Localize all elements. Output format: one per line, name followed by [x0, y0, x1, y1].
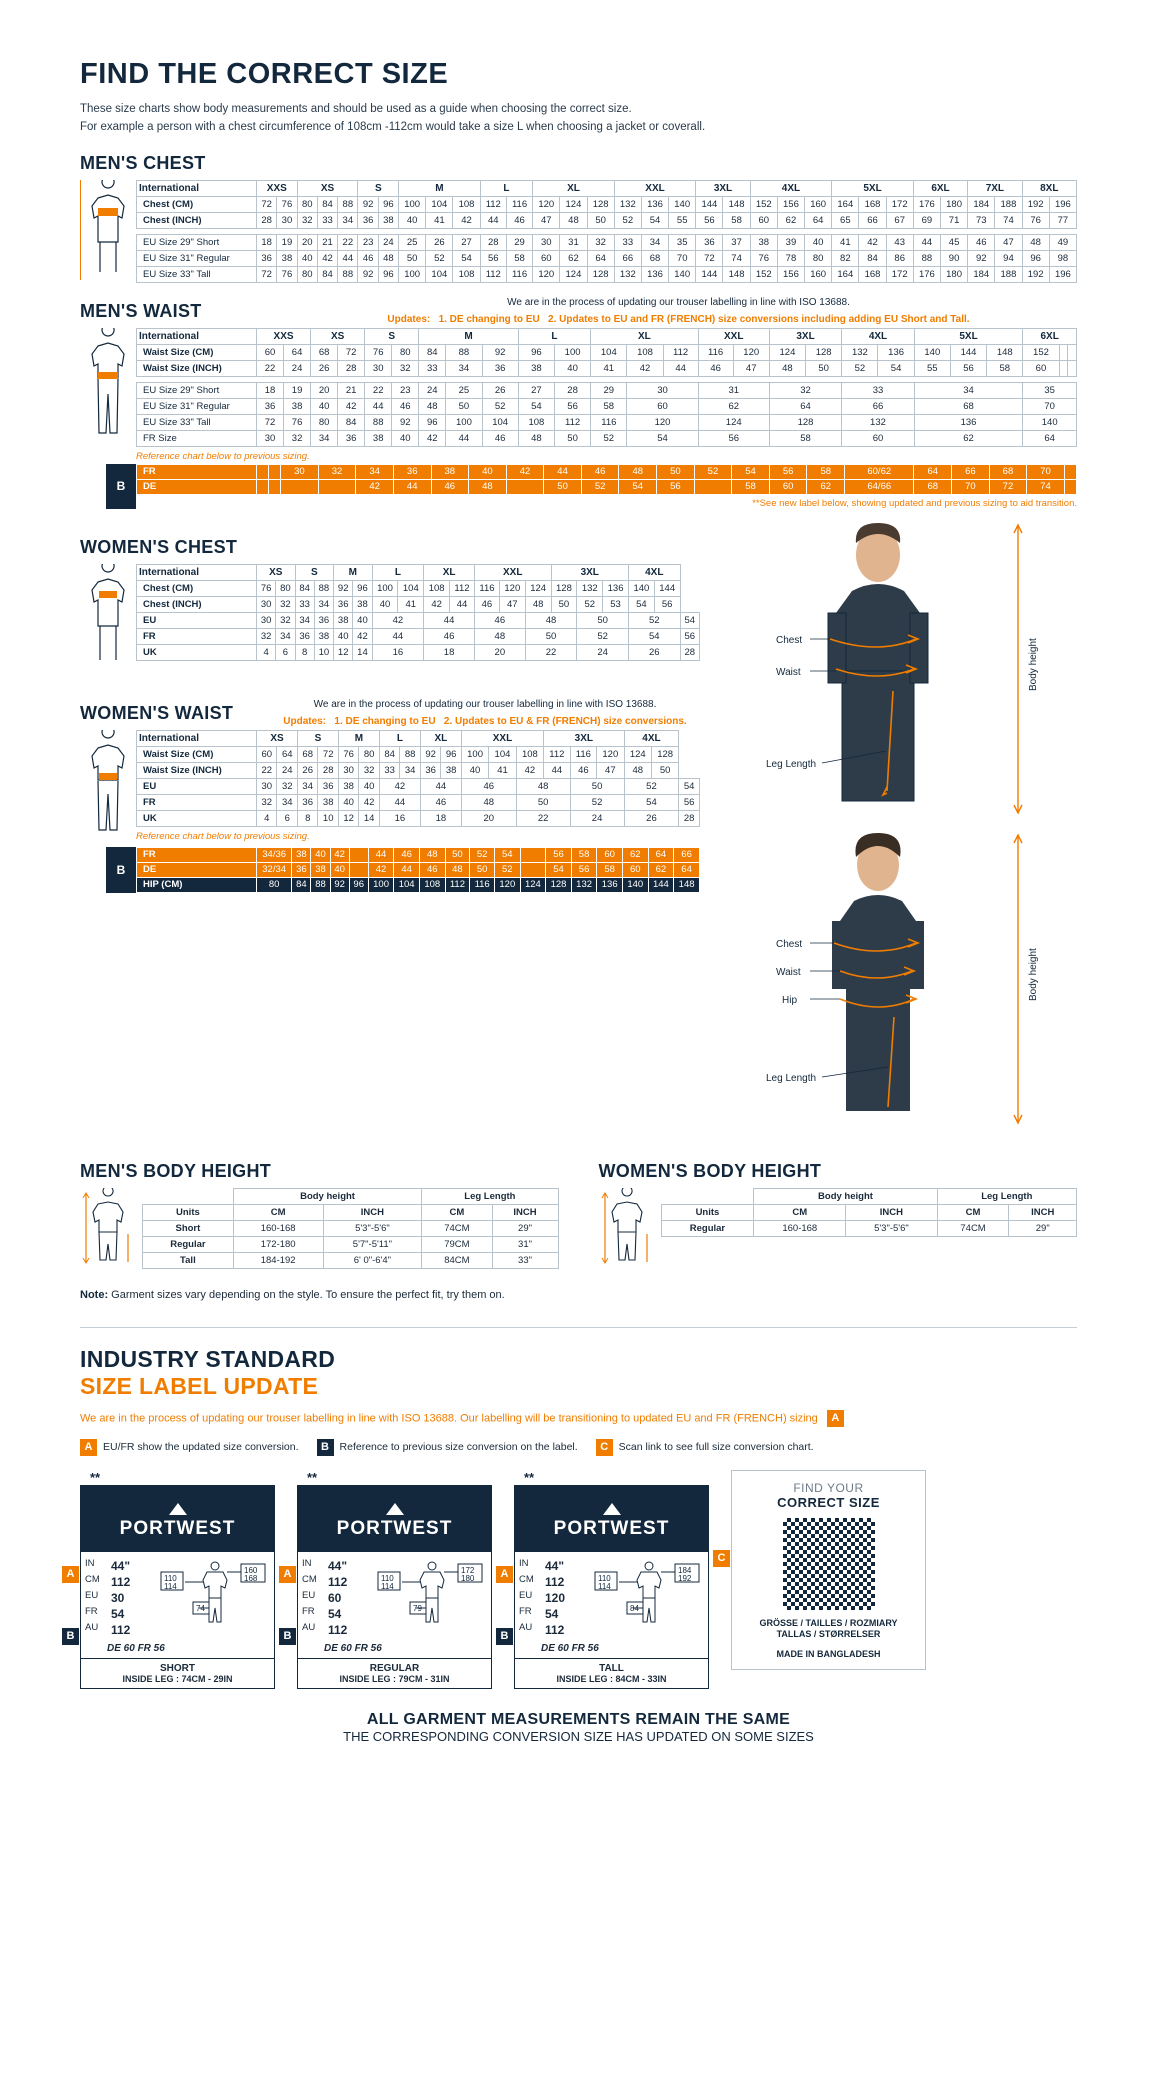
- industry-title-1: INDUSTRY STANDARD: [80, 1345, 336, 1372]
- table-header-row: [143, 1188, 559, 1204]
- intro-line-1: These size charts show body measurements and should be used as a guide when choosing the correct size.: [80, 103, 632, 115]
- womens-waist-table: [136, 730, 700, 827]
- col-body-height: Body height: [233, 1188, 421, 1204]
- col-7xl: 7XL: [968, 180, 1022, 196]
- col-body-height: Body height: [754, 1188, 937, 1204]
- col-5xl: 5XL: [832, 180, 914, 196]
- col-xxl: XXL: [698, 328, 769, 344]
- table-row: FR 30 32 34 36 38 40 42 44 46 48 50 52 54 56 58 60/62 64 66 68 70: [137, 464, 1077, 479]
- col-6xl: 6XL: [913, 180, 967, 196]
- womens-body-height-table: [661, 1188, 1078, 1237]
- col-l: L: [379, 730, 420, 746]
- mens-chest-table: [136, 180, 1077, 283]
- mens-body-height-table: [142, 1188, 559, 1269]
- womens-waist-previous-sizing: [106, 847, 700, 893]
- table-row: EU 30 32 34 36 38 40 42 44 46 48 50 52 54: [137, 778, 700, 794]
- label-stars-3: **: [524, 1469, 535, 1485]
- closing-line-1: ALL GARMENT MEASUREMENTS REMAIN THE SAME: [366, 1710, 791, 1728]
- womens-body-height-heading: WOMEN'S BODY HEIGHT: [598, 1160, 822, 1181]
- badge-b-womens: B: [106, 847, 136, 893]
- table-row: EU Size 29" Short 18 19 20 21 22 23 24 25 26 27 28 29 30 31 32 33 34 35: [137, 382, 1077, 398]
- table-row: EU Size 33" Tall 72 76 80 84 88 92 96 100 104 108 112 116 120 124 128 132 136 140: [137, 414, 1077, 430]
- tag-c-icon: C: [596, 1439, 613, 1456]
- fit-note: [80, 1289, 1077, 1301]
- col-xxl: XXL: [474, 564, 551, 580]
- table-row: Chest (CM) 76 80 84 88 92 96 100 104 108 112 116 120 124 128 132 136 140 144: [137, 580, 700, 596]
- svg-text:110: 110: [598, 1573, 611, 1583]
- anno-body-height-f: Body height: [1028, 947, 1039, 1001]
- label-examples: [66, 1469, 1077, 1689]
- table-row: FR Size 30 32 34 36 38 40 42 44 46 48 50 52 54 56 58 60 62 64: [137, 430, 1077, 446]
- womens-waist-previous-table: [136, 847, 700, 893]
- womens-waist-ref-note: Reference chart below to previous sizing.: [136, 830, 310, 842]
- col-s: S: [295, 564, 334, 580]
- svg-text:79: 79: [413, 1603, 422, 1613]
- male-height-figure: [80, 1188, 136, 1271]
- col-xl: XL: [591, 328, 698, 344]
- anno-chest: Chest: [776, 634, 803, 646]
- svg-text:84: 84: [630, 1603, 639, 1613]
- svg-text:110: 110: [381, 1573, 394, 1583]
- womens-waist-update-line: We are in the process of updating our trouser labelling in line with ISO 13688.: [313, 698, 657, 710]
- col-l: L: [372, 564, 424, 580]
- svg-text:74: 74: [196, 1603, 205, 1613]
- table-row: UK 4 6 8 10 12 14 16 18 20 22 24 26 28: [137, 810, 700, 826]
- col-s: S: [358, 180, 399, 196]
- col-international: International: [137, 180, 257, 196]
- table-header-row: [137, 564, 700, 580]
- col-m: M: [419, 328, 518, 344]
- table-row: Waist Size (CM) 60 64 68 72 76 80 84 88 92 96 100 104 108 112 116 120 124 128: [137, 746, 700, 762]
- svg-text:114: 114: [598, 1581, 611, 1591]
- body-height-section: [80, 1145, 1077, 1271]
- table-row: FR 34/36 38 40 42 44 46 48 50 52 54 56 58 60 62 64 66: [137, 847, 700, 862]
- qr-title-1: FIND YOUR: [793, 1480, 864, 1495]
- qr-title-2: CORRECT SIZE: [777, 1494, 880, 1510]
- womens-waist-updates: Updates: 1. DE changing to EU 2. Updates to EU & FR (FRENCH) size conversions.: [283, 715, 687, 727]
- label-tag-b-3: B: [496, 1628, 513, 1645]
- mens-waist-ref-note: Reference chart below to previous sizing.: [136, 450, 310, 462]
- mens-waist-previous-table: [136, 464, 1077, 495]
- label-de-line-2: DE 60 FR 56: [324, 1642, 382, 1654]
- qr-card-wrapper: [717, 1470, 926, 1670]
- label-footer-1: SHORT INSIDE LEG : 74CM - 29IN: [81, 1658, 274, 1688]
- closing-statements: [80, 1711, 1077, 1744]
- label-stars-2: **: [307, 1469, 318, 1485]
- anno-body-height: Body height: [1028, 637, 1039, 691]
- svg-text:160: 160: [244, 1565, 258, 1575]
- anno-waist: Waist: [776, 666, 801, 678]
- col-l: L: [518, 328, 590, 344]
- label-tag-a-3: A: [496, 1566, 513, 1583]
- label-sizes-3: IN 44" CM 112 EU 120 FR 54 AU 112: [519, 1557, 566, 1638]
- label-tag-a-2: A: [279, 1566, 296, 1583]
- col-xxs: XXS: [257, 328, 311, 344]
- mens-waist-previous-sizing: [106, 464, 1077, 509]
- col-international: International: [137, 328, 257, 344]
- table-header-row: [137, 180, 1077, 196]
- table-row: Tall 184-192 6' 0"-6'4" 84CM 33": [143, 1252, 559, 1268]
- table-header-row: Units CM INCH CM INCH: [661, 1204, 1077, 1220]
- mens-waist-section: [80, 328, 1077, 464]
- svg-text:172: 172: [461, 1565, 475, 1575]
- label-sizes-1: IN 44" CM 112 EU 30 FR 54 AU 112: [85, 1557, 131, 1638]
- legend-item-c: C Scan link to see full size conversion chart.: [596, 1439, 814, 1456]
- legend-row: [80, 1439, 1077, 1456]
- mens-waist-see-note: **See new label below, showing updated and previous sizing to aid transition.: [752, 497, 1077, 509]
- table-header-row: [137, 730, 700, 746]
- col-units: Units: [661, 1204, 754, 1220]
- table-row: UK 4 6 8 10 12 14 16 18 20 22 24 26 28: [137, 644, 700, 660]
- closing-line-2: THE CORRESPONDING CONVERSION SIZE HAS UPDATED ON SOME SIZES: [343, 1728, 814, 1744]
- page-title: FIND THE CORRECT SIZE: [80, 58, 449, 90]
- intro-line-2: For example a person with a chest circumference of 108cm -112cm would take a size L when choosing a jacket or coverall.: [80, 120, 706, 133]
- col-l: L: [480, 180, 533, 196]
- table-row: DE 32/34 36 38 40 42 44 46 48 50 52 54 56 58 60 62 64: [137, 862, 700, 877]
- mens-waist-table: [136, 328, 1077, 447]
- section-divider: [80, 1327, 1077, 1328]
- qr-code-icon[interactable]: [783, 1518, 875, 1610]
- label-footer-3: TALL INSIDE LEG : 84CM - 33IN: [515, 1658, 708, 1688]
- label-sizes-2: IN 44" CM 112 EU 60 FR 54 AU 112: [302, 1557, 348, 1638]
- label-brand-1: PORTWEST: [81, 1486, 274, 1552]
- col-leg-length: Leg Length: [937, 1188, 1076, 1204]
- col-leg-length: Leg Length: [422, 1188, 558, 1204]
- table-row: Chest (CM) 72 76 80 84 88 92 96 100 104 108 112 116 120 124 128 132 136 140 144 148 152 156 160 164 168 172 176 180 184 188 192 196: [137, 196, 1077, 212]
- col-xl: XL: [420, 730, 461, 746]
- col-xs: XS: [297, 180, 358, 196]
- col-4xl: 4XL: [628, 564, 680, 580]
- anno-hip-f: Hip: [782, 994, 798, 1006]
- intro-text: [80, 101, 1077, 137]
- tag-a-inline: A: [827, 1410, 844, 1427]
- label-mannequin-3: [593, 1558, 704, 1628]
- svg-text:168: 168: [244, 1573, 258, 1583]
- label-de-line-1: DE 60 FR 56: [107, 1642, 165, 1654]
- col-3xl: 3XL: [696, 180, 750, 196]
- womens-waist-section: [80, 730, 700, 847]
- col-3xl: 3XL: [544, 730, 624, 746]
- female-torso-figure: [80, 564, 136, 677]
- svg-text:184: 184: [678, 1565, 692, 1575]
- table-row: EU Size 31" Regular 36 38 40 42 44 46 48 50 52 54 56 58 60 62 64 66 68 70: [137, 398, 1077, 414]
- mens-body-height-heading: MEN'S BODY HEIGHT: [80, 1160, 272, 1181]
- womens-waist-heading: WOMEN'S WAIST: [80, 702, 234, 723]
- col-m: M: [399, 180, 481, 196]
- female-waist-figure: [80, 730, 136, 847]
- tag-b-icon: B: [317, 1439, 334, 1456]
- label-tag-a-1: A: [62, 1566, 79, 1583]
- col-3xl: 3XL: [551, 564, 628, 580]
- mens-chest-heading: MEN'S CHEST: [80, 152, 206, 173]
- svg-text:114: 114: [164, 1581, 177, 1591]
- table-row: Chest (INCH) 30 32 33 34 36 38 40 41 42 44 46 47 48 50 52 53 54 56: [137, 596, 700, 612]
- qr-made-in: MADE IN BANGLADESH: [776, 1649, 881, 1659]
- col-xs: XS: [311, 328, 365, 344]
- industry-subtitle: We are in the process of updating our trouser labelling in line with ISO 13688. Our labelling will be transitioning to updated EU and FR (FRENCH) sizing A: [80, 1410, 1077, 1427]
- table-row: HIP (CM) 80 84 88 92 96 100 104 108 112 116 120 124 128 132 136 140 144 148: [137, 877, 700, 892]
- anno-leg-length-f: Leg Length: [766, 1072, 817, 1084]
- col-8xl: 8XL: [1022, 180, 1076, 196]
- fit-note-text: Garment sizes vary depending on the style. To ensure the perfect fit, try them on.: [108, 1288, 505, 1301]
- mens-waist-updates: Updates: 1. DE changing to EU 2. Updates to EU and FR (FRENCH) size conversions including adding EU Short and Tall.: [387, 313, 970, 325]
- qr-languages: GRÖSSE / TAILLES / ROZMIARY TALLAS / STØRRELSER: [759, 1617, 898, 1640]
- svg-text:114: 114: [381, 1581, 394, 1591]
- model-figures: [718, 521, 1048, 1131]
- col-s: S: [297, 730, 338, 746]
- womens-chest-heading: WOMEN'S CHEST: [80, 536, 238, 557]
- industry-title-2: SIZE LABEL UPDATE: [80, 1372, 319, 1399]
- col-m: M: [338, 730, 379, 746]
- svg-text:110: 110: [164, 1573, 177, 1583]
- svg-text:180: 180: [461, 1573, 475, 1583]
- badge-b-mens: B: [106, 464, 136, 509]
- col-4xl: 4XL: [750, 180, 832, 196]
- mens-waist-heading: MEN'S WAIST: [80, 300, 202, 321]
- table-row: FR 32 34 36 38 40 42 44 46 48 50 52 54 56: [137, 628, 700, 644]
- col-5xl: 5XL: [914, 328, 1023, 344]
- label-card-regular: [283, 1469, 492, 1689]
- label-de-line-3: DE 60 FR 56: [541, 1642, 599, 1654]
- table-row: Chest (INCH) 28 30 32 33 34 36 38 40 41 42 44 46 47 48 50 52 54 55 56 58 60 62 64 65 66 67 69 71 73 74 76 77: [137, 212, 1077, 228]
- col-4xl: 4XL: [842, 328, 914, 344]
- table-header-row: [661, 1188, 1077, 1204]
- table-row: Short 160-168 5'3"-5'6" 74CM 29": [143, 1220, 559, 1236]
- female-model-block: [718, 831, 1048, 1131]
- table-row: EU Size 31" Regular 36 38 40 42 44 46 48 50 52 54 56 58 60 62 64 66 68 70 72 74 76 78 80 82 84 86 88 90 92 94 96 98: [137, 250, 1077, 266]
- col-s: S: [365, 328, 419, 344]
- table-row: EU Size 33" Tall 72 76 80 84 88 92 96 100 104 108 112 116 120 124 128 132 136 140 144 148 152 156 160 164 168 172 176 180 184 188 192 196: [137, 266, 1077, 282]
- table-header-row: [137, 328, 1077, 344]
- label-brand-2: PORTWEST: [298, 1486, 491, 1552]
- womens-body-height-block: [599, 1145, 1078, 1271]
- tag-a-icon: A: [80, 1439, 97, 1456]
- mens-body-height-block: [80, 1145, 559, 1271]
- col-xxl: XXL: [461, 730, 543, 746]
- col-international: International: [137, 564, 257, 580]
- table-row: DE 42 44 46 48 50 52 54 56 58 60 62 64/66 68 70 72 74: [137, 479, 1077, 494]
- mens-chest-section: [80, 180, 1077, 285]
- col-units: Units: [143, 1204, 234, 1220]
- label-card-short: [66, 1469, 275, 1689]
- table-row: FR 32 34 36 38 40 42 44 46 48 50 52 54 56: [137, 794, 700, 810]
- label-card-tall: [500, 1469, 709, 1689]
- table-row: Waist Size (CM) 60 64 68 72 76 80 84 88 92 96 100 104 108 112 116 120 124 128 132 136 140 144 148 152: [137, 344, 1077, 360]
- col-xl: XL: [424, 564, 475, 580]
- mens-waist-update-line: We are in the process of updating our trouser labelling in line with ISO 13688.: [507, 296, 850, 308]
- label-stars-1: **: [90, 1469, 101, 1485]
- table-row: EU 30 32 34 36 38 40 42 44 46 48 50 52 54: [137, 612, 700, 628]
- womens-chest-section: [80, 564, 700, 677]
- male-model-block: [718, 521, 1048, 821]
- col-6xl: 6XL: [1023, 328, 1077, 344]
- male-torso-figure: [80, 180, 136, 285]
- col-xxs: XXS: [257, 180, 298, 196]
- table-row: Regular 172-180 5'7"-5'11" 79CM 31": [143, 1236, 559, 1252]
- table-row: Regular 160-168 5'3"-5'6" 74CM 29": [661, 1220, 1077, 1236]
- legend-item-b: B Reference to previous size conversion on the label.: [317, 1439, 578, 1456]
- label-tag-b-1: B: [62, 1628, 79, 1645]
- female-height-figure: [599, 1188, 655, 1271]
- label-mannequin-2: [376, 1558, 487, 1628]
- col-international: International: [137, 730, 257, 746]
- label-footer-2: REGULAR INSIDE LEG : 79CM - 31IN: [298, 1658, 491, 1688]
- table-row: Waist Size (INCH) 22 24 26 28 30 32 33 34 36 38 40 41 42 44 46 47 48 50 52 54 55 56 58 60: [137, 360, 1077, 376]
- legend-item-a: A EU/FR show the updated size conversion.: [80, 1439, 299, 1456]
- label-tag-b-2: B: [279, 1628, 296, 1645]
- label-mannequin-1: [159, 1558, 270, 1628]
- col-4xl: 4XL: [624, 730, 679, 746]
- col-m: M: [334, 564, 373, 580]
- col-xs: XS: [257, 564, 296, 580]
- qr-card[interactable]: [731, 1470, 926, 1670]
- table-header-row: Units CM INCH CM INCH: [143, 1204, 559, 1220]
- anno-waist-f: Waist: [776, 966, 801, 978]
- anno-leg-length: Leg Length: [766, 758, 817, 770]
- male-waist-figure: [80, 328, 136, 453]
- qr-tag-c: C: [713, 1550, 730, 1567]
- table-row: EU Size 29" Short 18 19 20 21 22 23 24 25 26 27 28 29 30 31 32 33 34 35 36 37 38 39 40 41 42 43 44 45 46 47 48 49: [137, 234, 1077, 250]
- col-xl: XL: [533, 180, 615, 196]
- col-xxl: XXL: [614, 180, 696, 196]
- label-brand-3: PORTWEST: [515, 1486, 708, 1552]
- womens-chest-table: [136, 564, 700, 661]
- fit-note-label: Note:: [80, 1288, 109, 1301]
- table-row: Waist Size (INCH) 22 24 26 28 30 32 33 34 36 38 40 41 42 44 46 47 48 50: [137, 762, 700, 778]
- col-xs: XS: [257, 730, 298, 746]
- anno-chest-f: Chest: [776, 938, 803, 950]
- col-3xl: 3XL: [769, 328, 841, 344]
- svg-text:192: 192: [678, 1573, 692, 1583]
